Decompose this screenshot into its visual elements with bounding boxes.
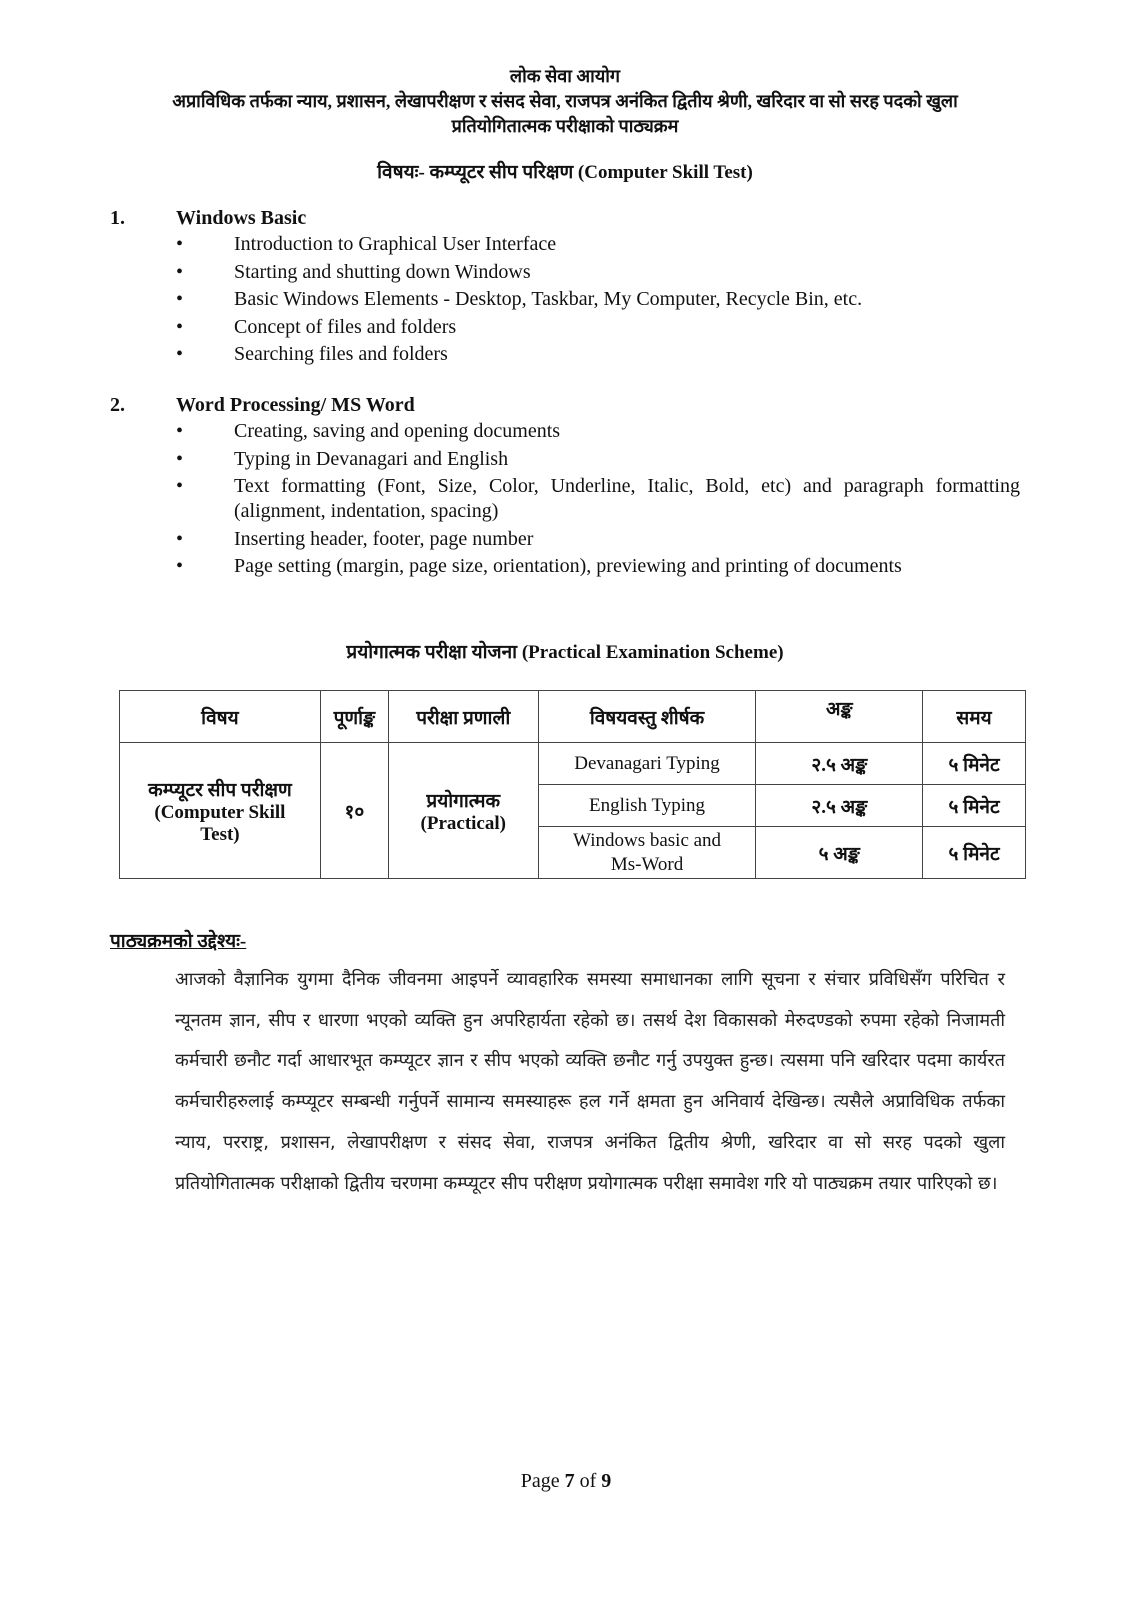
subject-title: विषयः- कम्प्यूटर सीप परिक्षण (Computer Skill Test)	[377, 162, 753, 183]
table-row	[120, 743, 1026, 785]
bullet-list	[110, 232, 1020, 367]
bullet-list	[110, 419, 1020, 579]
list-item: • Starting and shutting down Windows	[176, 260, 531, 283]
list-item: • Creating, saving and opening documents	[176, 420, 561, 442]
bullet-icon: •	[176, 527, 184, 550]
section-number: 2.	[110, 393, 125, 416]
table-header-row	[120, 691, 1026, 743]
header-cell: समय	[923, 691, 1026, 743]
header-line-3: प्रतियोगितात्मक परीक्षाको पाठ्यक्रम	[451, 116, 679, 136]
marks-cell: २.५ अङ्क	[756, 785, 923, 827]
list-item: • Introduction to Graphical User Interface	[176, 233, 557, 255]
bullet-icon: •	[176, 555, 184, 578]
list-item: • Text formatting (Font, Size, Color, Underline, Italic, Bold, etc) and paragraph formatting (alignment, indentation, spacing)	[176, 475, 1020, 523]
bullet-icon: •	[176, 420, 184, 442]
section-number: 1.	[110, 206, 125, 229]
header-cell: विषय	[120, 691, 321, 743]
subject-cell: कम्प्यूटर सीप परीक्षण (Computer Skill Test)	[120, 743, 321, 879]
list-item: • Typing in Devanagari and English	[176, 447, 509, 470]
time-cell: ५ मिनेट	[923, 827, 1026, 879]
header-line-2: अप्राविधिक तर्फका न्याय, प्रशासन, लेखापरीक्षण र संसद सेवा, राजपत्र अनंकित द्वितीय श्रेणी, खरिदार वा सो सरह पदको खुला	[172, 91, 958, 111]
list-item: • Concept of files and folders	[176, 315, 457, 338]
list-item: • Page setting (margin, page size, orientation), previewing and printing of documents	[176, 555, 902, 578]
marks-cell: ५ अङ्क	[756, 827, 923, 879]
bullet-icon: •	[176, 343, 184, 366]
scheme-title: प्रयोगात्मक परीक्षा योजना (Practical Examination Scheme)	[346, 642, 784, 663]
bullet-icon: •	[176, 288, 184, 311]
section-title: Word Processing/ MS Word	[176, 393, 415, 416]
header-cell: विषयवस्तु शीर्षक	[538, 691, 756, 743]
time-cell: ५ मिनेट	[923, 785, 1026, 827]
time-cell: ५ मिनेट	[923, 743, 1026, 785]
section-windows-basic	[110, 204, 1020, 370]
bullet-icon: •	[176, 233, 184, 255]
objective-paragraph: आजको वैज्ञानिक युगमा दैनिक जीवनमा आइपर्ने व्यावहारिक समस्या समाधानका लागि सूचना र संचार प्रविधिसँग परिचित र न्यूनतम ज्ञान, सीप र धारणा भएको व्यक्ति हुन अपरिहार्यता रहेको छ। तसर्थ देश विकासको मेरुदण्डको रुपमा रहेको निजामती कर्मचारी छनौट गर्दा आधारभूत कम्प्यूटर ज्ञान र सीप भएको व्यक्ति छनौट गर्नु उपयुक्त हुन्छ। त्यसमा पनि खरिदार पदमा कार्यरत कर्मचारीहरुलाई कम्प्यूटर सम्बन्धी गर्नुपर्ने सामान्य समस्याहरू हल गर्ने क्षमता हुन अनिवार्य देखिन्छ। त्यसैले अप्राविधिक तर्फका न्याय, परराष्ट्र, प्रशासन, लेखापरीक्षण र संसद सेवा, राजपत्र अनंकित द्वितीय श्रेणी, खरिदार वा सो सरह पदको खुला प्रतियोगितात्मक परीक्षाको द्वितीय चरणमा कम्प्यूटर सीप परीक्षण प्रयोगात्मक परीक्षा समावेश गरि यो पाठ्यक्रम तयार पारिएको छ।	[175, 969, 1005, 1194]
bullet-icon: •	[176, 447, 184, 470]
bullet-icon: •	[176, 475, 184, 498]
bullet-icon: •	[176, 315, 184, 338]
objective-heading: पाठ्यक्रमको उद्देश्यः-	[110, 931, 247, 952]
full-marks-cell: १०	[320, 743, 388, 879]
list-item: • Basic Windows Elements - Desktop, Taskbar, My Computer, Recycle Bin, etc.	[176, 288, 863, 311]
exam-scheme-table	[119, 690, 1026, 879]
list-item: • Searching files and folders	[176, 343, 448, 366]
header-cell: परीक्षा प्रणाली	[388, 691, 538, 743]
section-word-processing	[110, 391, 1020, 582]
section-title: Windows Basic	[176, 206, 307, 229]
marks-cell: २.५ अङ्क	[756, 743, 923, 785]
list-item: • Inserting header, footer, page number	[176, 527, 534, 550]
header-line-1: लोक सेवा आयोग	[509, 66, 621, 86]
method-cell: प्रयोगात्मक (Practical)	[388, 743, 538, 879]
topic-cell: Devanagari Typing	[538, 743, 756, 785]
page-number: Page 7 of 9	[520, 1470, 612, 1492]
header-cell: अङ्क	[756, 691, 923, 743]
bullet-icon: •	[176, 260, 184, 283]
topic-cell: English Typing	[538, 785, 756, 827]
document-header	[100, 64, 1030, 139]
header-cell: पूर्णाङ्क	[320, 691, 388, 743]
topic-cell: Windows basic and Ms-Word	[538, 827, 756, 879]
